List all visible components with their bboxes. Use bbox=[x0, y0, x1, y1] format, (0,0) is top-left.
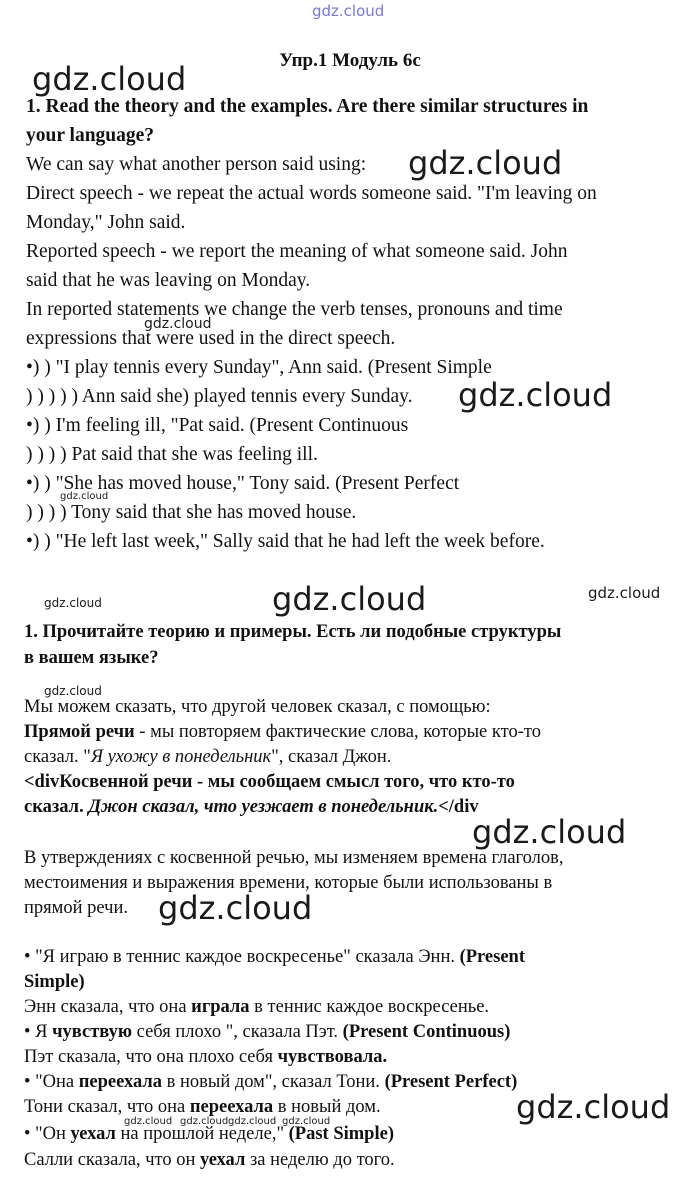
tense-label: (Present Continuous) bbox=[342, 1022, 511, 1042]
example-line bbox=[24, 1019, 510, 1045]
intro-line: Мы можем сказать, что другой человек сказал, с помощью: bbox=[24, 697, 491, 717]
text-part: • "Он bbox=[24, 1124, 71, 1144]
watermark: gdz.cloud bbox=[516, 1088, 671, 1126]
text-line: said that he was leaving on Monday. bbox=[26, 270, 311, 291]
highlight-verb: чувствую bbox=[52, 1022, 133, 1042]
highlight-verb: уехал bbox=[70, 1124, 116, 1144]
text-part: в новый дом. bbox=[273, 1097, 381, 1117]
text-line: We can say what another person said using: bbox=[26, 154, 367, 175]
highlight-verb: переехала bbox=[189, 1097, 274, 1117]
watermark: gdz.cloud bbox=[180, 1116, 229, 1127]
watermark: gdz.cloud bbox=[158, 889, 313, 927]
watermark: gdz.cloud bbox=[228, 1116, 277, 1127]
text-part: за неделю до того. bbox=[245, 1150, 395, 1170]
example-line: •) ) "She has moved house," Tony said. (Present Perfect bbox=[26, 473, 460, 494]
highlight-verb: уехал bbox=[200, 1150, 246, 1170]
reported-speech-example: Джон сказал, что уезжает в понедельник. bbox=[88, 797, 439, 817]
example-line: ) ) ) ) ) Ann said she) played tennis every Sunday. bbox=[26, 386, 413, 407]
statements-line: прямой речи. bbox=[24, 898, 128, 918]
text-part: Салли сказала, что он bbox=[24, 1150, 201, 1170]
text-part: </div bbox=[438, 797, 479, 817]
text-line: Direct speech - we repeat the actual words someone said. "I'm leaving on bbox=[26, 183, 597, 204]
text-part: • Я bbox=[24, 1022, 53, 1042]
text-part: себя плохо ", сказала Пэт. bbox=[132, 1022, 343, 1042]
task-heading-en: 1. Read the theory and the examples. Are there similar structures in bbox=[26, 96, 589, 117]
text-part: Пэт сказала, что она плохо себя bbox=[24, 1047, 278, 1067]
text-part: ", сказал Джон. bbox=[271, 747, 392, 767]
watermark: gdz.cloud bbox=[32, 60, 187, 98]
page-title: Упр.1 Модуль 6с bbox=[279, 50, 421, 71]
text-part: сказал. " bbox=[24, 747, 91, 767]
text-line: expressions that were used in the direct speech. bbox=[26, 328, 396, 349]
watermark: gdz.cloud bbox=[144, 316, 212, 332]
text-part: в новый дом", сказал Тони. bbox=[162, 1072, 385, 1092]
highlight-verb: играла bbox=[191, 997, 250, 1017]
text-part: Энн сказала, что она bbox=[24, 997, 192, 1017]
direct-speech-line bbox=[24, 719, 541, 745]
text-part: • "Она bbox=[24, 1072, 79, 1092]
direct-speech-line-2 bbox=[24, 744, 391, 770]
direct-speech-text: - мы повторяем фактические слова, которые кто-то bbox=[134, 722, 541, 742]
text-part: на прошлой неделе," bbox=[115, 1124, 289, 1144]
highlight-verb: чувствовала. bbox=[277, 1047, 388, 1067]
example-line: ) ) ) ) Pat said that she was feeling ill. bbox=[26, 444, 318, 465]
watermark: gdz.cloud bbox=[588, 584, 661, 602]
watermark-top: gdz.cloud bbox=[312, 2, 385, 20]
text-line: In reported statements we change the verb tenses, pronouns and time bbox=[26, 299, 563, 320]
statements-line: В утверждениях с косвенной речью, мы изменяем времена глаголов, bbox=[24, 848, 564, 868]
tense-label: (Past Simple) bbox=[288, 1124, 394, 1144]
example-line bbox=[24, 1121, 394, 1147]
direct-speech-term: Прямой речи bbox=[24, 722, 135, 742]
example-line: •) ) I'm feeling ill, "Pat said. (Present Continuous bbox=[26, 415, 409, 436]
direct-speech-example: Я ухожу в понедельник bbox=[90, 747, 272, 767]
example-line bbox=[24, 1044, 387, 1070]
watermark: gdz.cloud bbox=[472, 813, 627, 851]
watermark: gdz.cloud bbox=[44, 684, 102, 698]
text-part: • "Я играю в теннис каждое воскресенье" сказала Энн. bbox=[24, 947, 460, 967]
text-part: в теннис каждое воскресенье. bbox=[249, 997, 490, 1017]
tense-label: (Present bbox=[459, 947, 526, 967]
task-heading-ru: 1. Прочитайте теорию и примеры. Есть ли подобные структуры bbox=[24, 622, 562, 642]
watermark: gdz.cloud bbox=[408, 144, 563, 182]
example-line bbox=[24, 994, 489, 1020]
watermark: gdz.cloud bbox=[458, 376, 613, 414]
task-heading-en-cont: your language? bbox=[26, 125, 155, 146]
example-line: ) ) ) ) Tony said that she has moved house. bbox=[26, 502, 357, 523]
watermark: gdz.cloud bbox=[272, 580, 427, 618]
statements-line: местоимения и выражения времени, которые были использованы в bbox=[24, 873, 553, 893]
watermark: gdz.cloud bbox=[60, 491, 109, 502]
text-part: Тони сказал, что она bbox=[24, 1097, 190, 1117]
tense-label: (Present Perfect) bbox=[384, 1072, 518, 1092]
text-line: Reported speech - we report the meaning of what someone said. John bbox=[26, 241, 568, 262]
text-line: Monday," John said. bbox=[26, 212, 186, 233]
reported-speech-line: <divКосвенной речи - мы сообщаем смысл того, что кто-то bbox=[24, 772, 515, 792]
example-line: •) ) "I play tennis every Sunday", Ann said. (Present Simple bbox=[26, 357, 492, 378]
watermark: gdz.cloud bbox=[124, 1116, 173, 1127]
watermark: gdz.cloud bbox=[282, 1116, 331, 1127]
example-line bbox=[24, 1069, 517, 1095]
example-line: •) ) "He left last week," Sally said that he had left the week before. bbox=[26, 531, 545, 552]
example-line bbox=[24, 944, 525, 970]
reported-speech-line-2 bbox=[24, 794, 479, 820]
example-line bbox=[24, 1147, 395, 1173]
text-part: сказал. bbox=[24, 797, 89, 817]
task-heading-ru-cont: в вашем языке? bbox=[24, 648, 159, 668]
tense-label: Simple) bbox=[24, 972, 85, 992]
highlight-verb: переехала bbox=[78, 1072, 163, 1092]
example-line bbox=[24, 1094, 381, 1120]
watermark: gdz.cloud bbox=[44, 596, 102, 610]
